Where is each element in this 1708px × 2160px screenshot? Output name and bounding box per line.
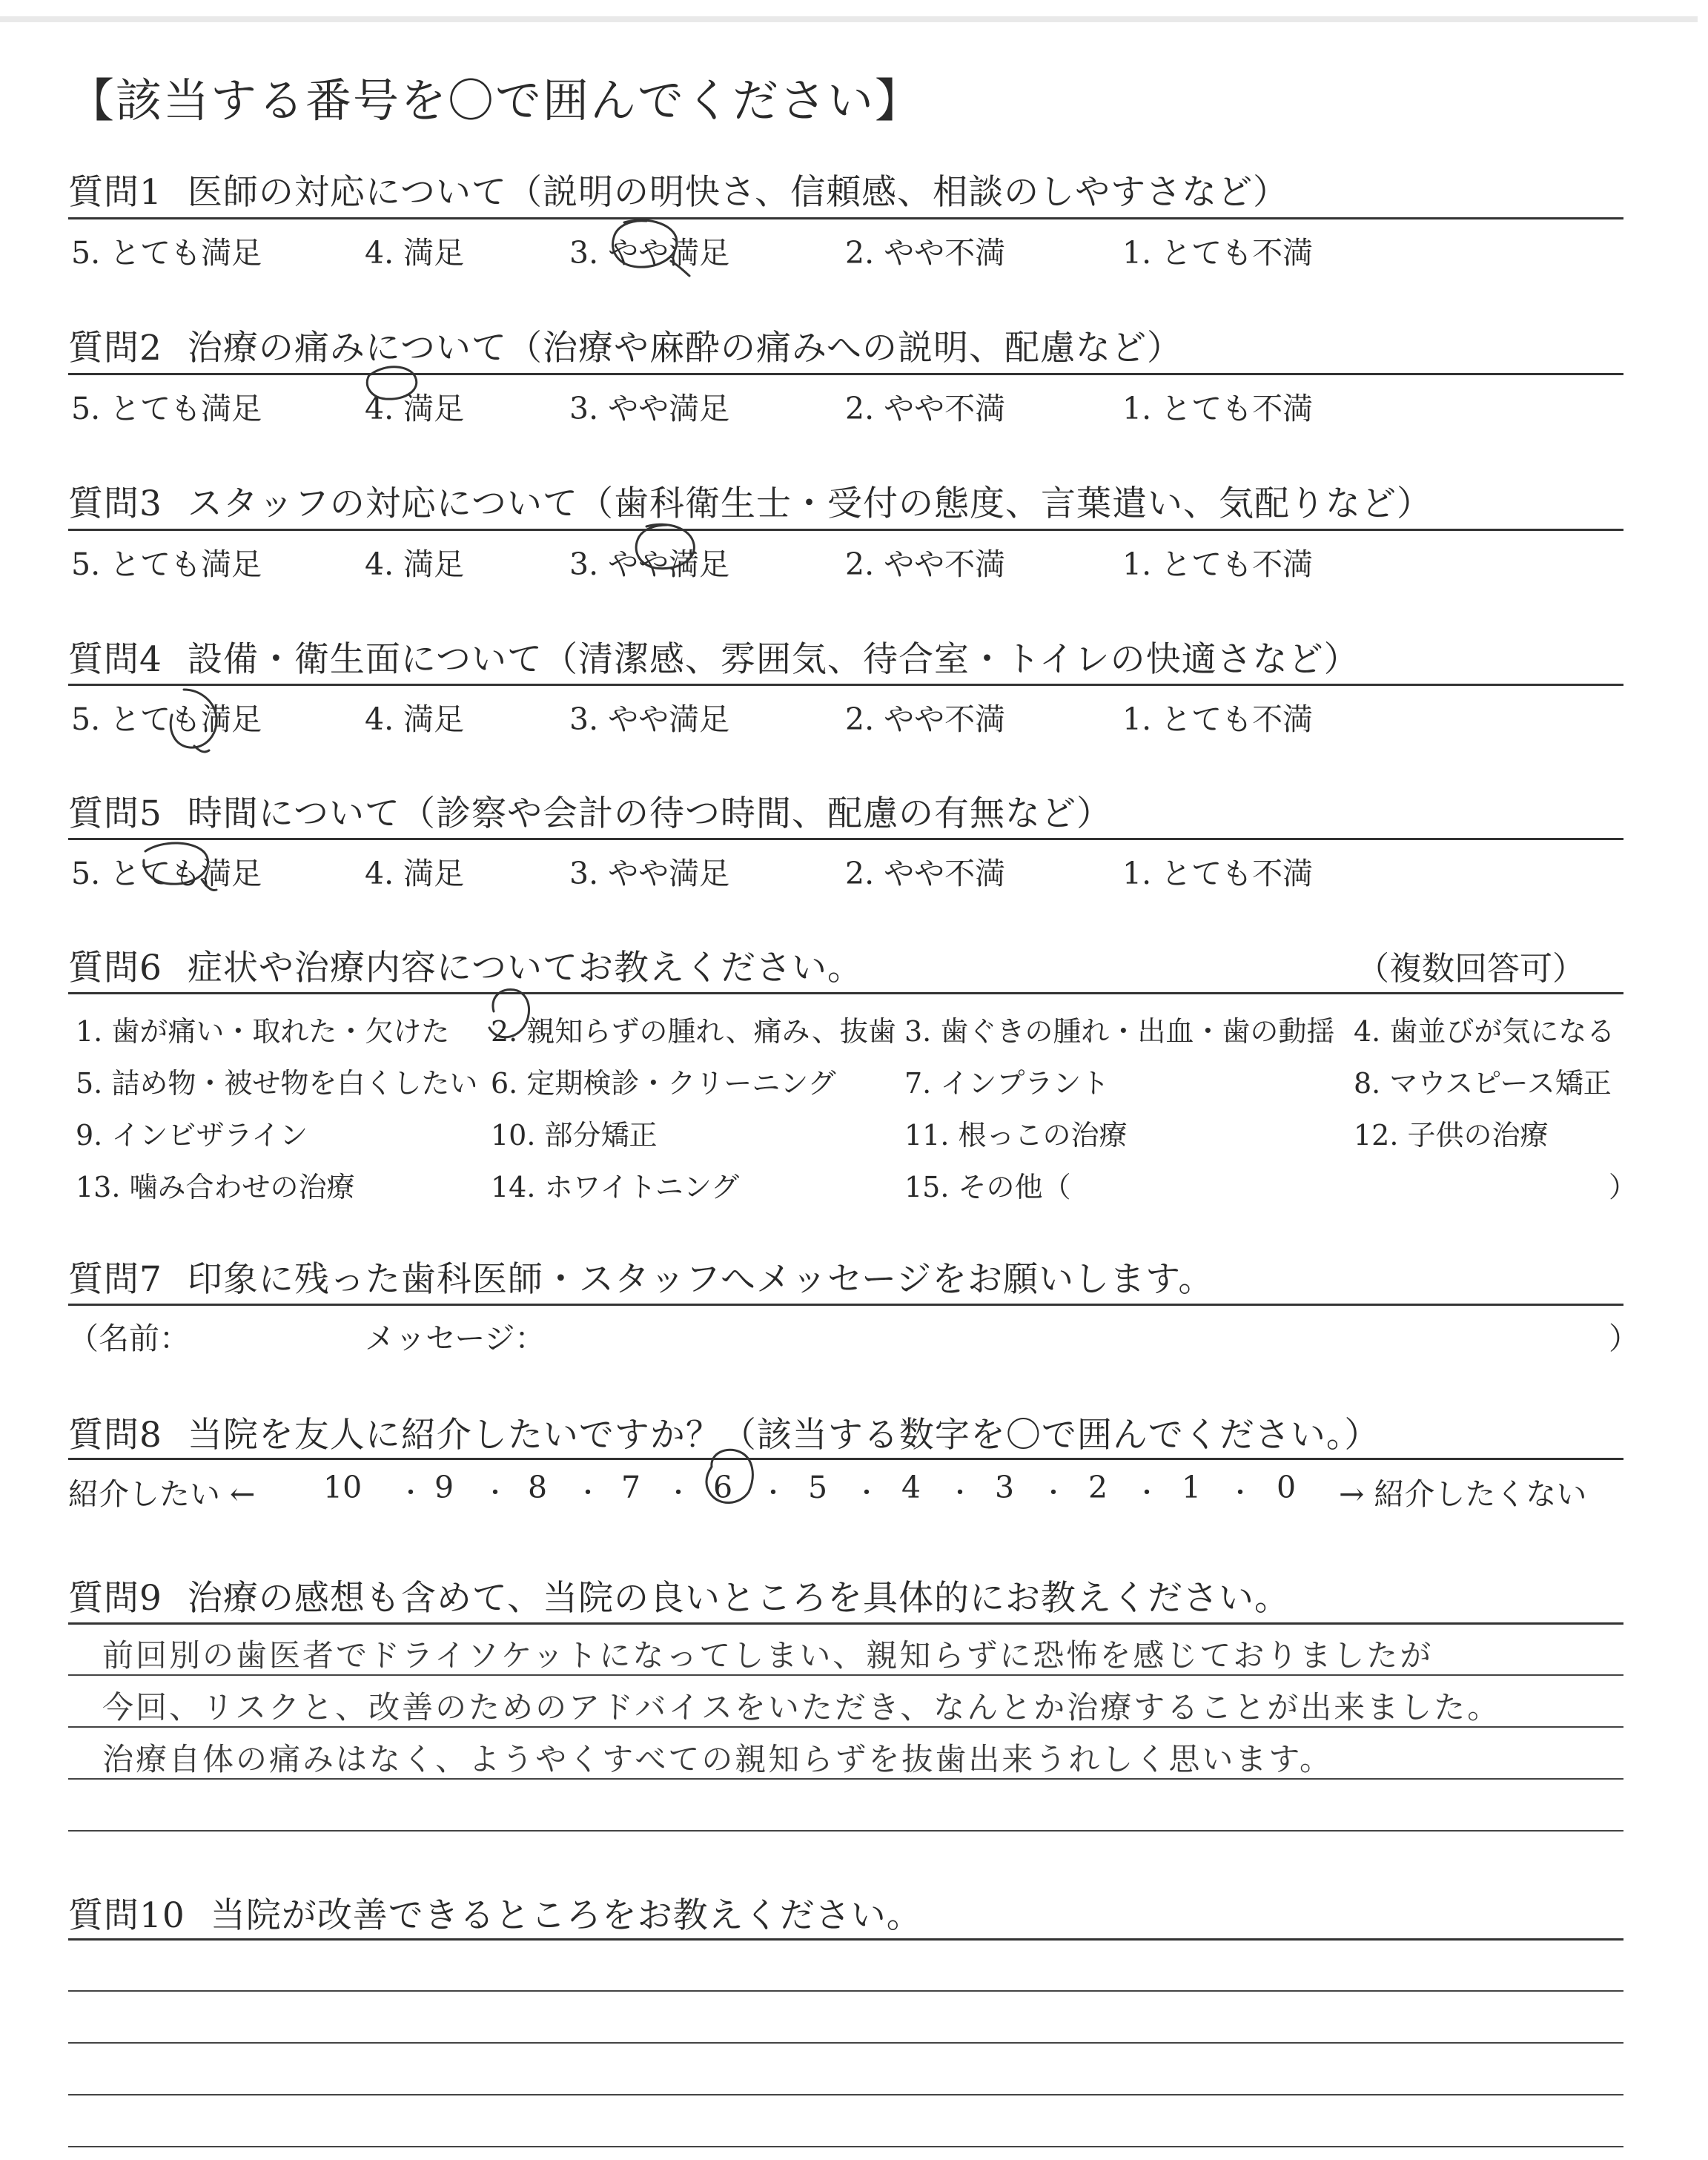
divider xyxy=(68,1304,1623,1306)
scale-separator: ・ xyxy=(1134,1479,1159,1508)
question-text: 治療の感想も含めて、当院の良いところを具体的にお教えください。 xyxy=(187,1578,1290,1619)
answer-line xyxy=(68,2094,1623,2095)
question-text: 当院を友人に紹介したいですか？（該当する数字を〇で囲んでください。） xyxy=(187,1415,1380,1456)
option-1[interactable]: 1. とても不満 xyxy=(1122,235,1314,271)
question-text: 設備・衛生面について（清潔感、雰囲気、待合室・トイレの快適さなど） xyxy=(187,639,1360,680)
scale-separator: ・ xyxy=(1228,1479,1253,1508)
divider xyxy=(68,217,1623,219)
answer-line xyxy=(68,2042,1623,2044)
question-number: 質問6 xyxy=(68,948,162,988)
divider xyxy=(68,838,1623,840)
option-4[interactable]: 4. 満足 xyxy=(365,235,465,271)
divider xyxy=(68,1458,1623,1460)
question-9 xyxy=(68,1571,1290,1620)
scale-number-7[interactable]: 7 xyxy=(621,1470,641,1505)
option-3[interactable]: 3. やや満足 xyxy=(569,701,730,737)
question-8 xyxy=(68,1407,1380,1457)
question-text: 症状や治療内容についてお教えください。 xyxy=(187,948,863,988)
question-5 xyxy=(68,786,1112,836)
symptom-option[interactable]: 5. 詰め物・被せ物を白くしたい xyxy=(76,1067,478,1100)
question-number: 質問10 xyxy=(68,1895,185,1936)
symptom-option[interactable]: 6. 定期検診・クリーニング xyxy=(491,1067,836,1100)
divider xyxy=(68,684,1623,686)
scale-number-6[interactable]: 6 xyxy=(713,1470,733,1505)
scale-number-1[interactable]: 1 xyxy=(1182,1470,1202,1505)
question-number: 質問3 xyxy=(68,483,162,524)
scale-right-label: → 紹介したくない xyxy=(1339,1476,1587,1512)
question-7 xyxy=(68,1252,1214,1301)
divider xyxy=(68,1622,1623,1625)
scale-separator: ・ xyxy=(1041,1479,1066,1508)
answer-line xyxy=(68,1778,1623,1780)
question-text: 治療の痛みについて（治療や麻酔の痛みへの説明、配慮など） xyxy=(187,328,1183,369)
symptom-option[interactable]: 3. 歯ぐきの腫れ・出血・歯の動揺 xyxy=(904,1015,1335,1048)
symptom-option[interactable]: 10. 部分矯正 xyxy=(491,1119,658,1152)
symptom-option[interactable]: 11. 根っこの治療 xyxy=(904,1119,1128,1152)
scale-number-3[interactable]: 3 xyxy=(995,1470,1015,1505)
scale-number-9[interactable]: 9 xyxy=(434,1470,454,1505)
question-number: 質問5 xyxy=(68,793,162,834)
symptom-option[interactable]: 2. 親知らずの腫れ、痛み、抜歯 xyxy=(491,1015,896,1048)
option-2[interactable]: 2. やや不満 xyxy=(845,546,1006,582)
answer-line xyxy=(68,1674,1623,1676)
question-text: スタッフの対応について（歯科衛生士・受付の態度、言葉遣い、気配りなど） xyxy=(187,483,1432,524)
question-text: 当院が改善できるところをお教えください。 xyxy=(210,1895,922,1936)
option-1[interactable]: 1. とても不満 xyxy=(1122,546,1314,582)
scale-number-0[interactable]: 0 xyxy=(1277,1470,1297,1505)
option-5[interactable]: 5. とても満足 xyxy=(71,546,262,582)
multiple-answer-note: （複数回答可） xyxy=(1357,950,1585,988)
divider xyxy=(68,529,1623,531)
scale-separator: ・ xyxy=(666,1479,691,1508)
option-2[interactable]: 2. やや不満 xyxy=(845,701,1006,737)
question-number: 質問1 xyxy=(68,172,162,213)
option-3[interactable]: 3. やや満足 xyxy=(569,856,730,891)
option-4[interactable]: 4. 満足 xyxy=(365,391,465,426)
scale-separator: ・ xyxy=(761,1479,786,1508)
question-text: 時間について（診察や会計の待つ時間、配慮の有無など） xyxy=(187,793,1112,834)
divider xyxy=(68,373,1623,375)
symptom-option[interactable]: 8. マウスピース矯正 xyxy=(1354,1067,1612,1100)
scale-number-10[interactable]: 10 xyxy=(323,1470,363,1505)
page-heading: 【該当する番号を〇で囲んでください】 xyxy=(68,73,923,128)
divider xyxy=(68,992,1623,994)
scale-number-2[interactable]: 2 xyxy=(1088,1470,1108,1505)
answer-line xyxy=(68,1990,1623,1992)
scale-number-5[interactable]: 5 xyxy=(808,1470,828,1505)
question-2 xyxy=(68,320,1182,370)
option-2[interactable]: 2. やや不満 xyxy=(845,235,1006,271)
answer-line xyxy=(68,1726,1623,1728)
question-6 xyxy=(68,940,863,990)
option-5[interactable]: 5. とても満足 xyxy=(71,856,262,891)
option-2[interactable]: 2. やや不満 xyxy=(845,391,1006,426)
option-4[interactable]: 4. 満足 xyxy=(365,701,465,737)
question-number: 質問9 xyxy=(68,1578,162,1619)
question-number: 質問7 xyxy=(68,1259,162,1300)
option-3[interactable]: 3. やや満足 xyxy=(569,391,730,426)
option-4[interactable]: 4. 満足 xyxy=(365,856,465,891)
symptom-option[interactable]: 4. 歯並びが気になる xyxy=(1354,1015,1615,1048)
scale-separator: ・ xyxy=(398,1479,423,1508)
scale-separator: ・ xyxy=(575,1479,600,1508)
question-text: 印象に残った歯科医師・スタッフへメッセージをお願いします。 xyxy=(187,1259,1214,1300)
option-1[interactable]: 1. とても不満 xyxy=(1122,391,1314,426)
option-1[interactable]: 1. とても不満 xyxy=(1122,856,1314,891)
symptom-option[interactable]: 15. その他（ xyxy=(904,1171,1071,1203)
scale-number-4[interactable]: 4 xyxy=(901,1470,921,1505)
question-1 xyxy=(68,165,1288,214)
question-3 xyxy=(68,476,1432,526)
scale-separator: ・ xyxy=(947,1479,973,1508)
message-label: メッセージ： xyxy=(365,1321,546,1356)
option-5[interactable]: 5. とても満足 xyxy=(71,701,262,737)
answer-line xyxy=(68,2146,1623,2147)
scan-edge xyxy=(0,16,1698,22)
symptom-option[interactable]: 12. 子供の治療 xyxy=(1354,1119,1549,1152)
question-number: 質問2 xyxy=(68,328,162,369)
scale-left-label: 紹介したい ← xyxy=(68,1476,256,1512)
question-4 xyxy=(68,632,1360,681)
name-label: （名前： xyxy=(68,1321,190,1356)
question-10 xyxy=(68,1888,922,1938)
option-1[interactable]: 1. とても不満 xyxy=(1122,701,1314,737)
symptom-option[interactable]: 9. インビザライン xyxy=(76,1119,308,1152)
option-5[interactable]: 5. とても満足 xyxy=(71,235,262,271)
question-text: 医師の対応について（説明の明快さ、信頼感、相談のしやすさなど） xyxy=(187,172,1289,213)
option-3[interactable]: 3. やや満足 xyxy=(569,546,730,582)
option-2[interactable]: 2. やや不満 xyxy=(845,856,1006,891)
other-close-paren: ） xyxy=(1609,1171,1638,1203)
handwritten-line-2: 今回、リスクと、改善のためのアドバイスをいただき、なんとか治療することが出来ました。 xyxy=(102,1689,1501,1725)
symptom-option[interactable]: 7. インプラント xyxy=(904,1067,1110,1100)
option-4[interactable]: 4. 満足 xyxy=(365,546,465,582)
option-3[interactable]: 3. やや満足 xyxy=(569,235,730,271)
divider xyxy=(68,1938,1623,1941)
question-number: 質問8 xyxy=(68,1415,162,1456)
handwritten-line-3: 治療自体の痛みはなく、ようやくすべての親知らずを抜歯出来うれしく思います。 xyxy=(102,1741,1333,1777)
scale-separator: ・ xyxy=(854,1479,879,1508)
scale-separator: ・ xyxy=(483,1479,508,1508)
symptom-option[interactable]: 1. 歯が痛い・取れた・欠けた xyxy=(76,1015,450,1048)
option-5[interactable]: 5. とても満足 xyxy=(71,391,262,426)
answer-line xyxy=(68,1830,1623,1832)
symptom-option[interactable]: 14. ホワイトニング xyxy=(491,1171,740,1203)
scale-number-8[interactable]: 8 xyxy=(528,1470,548,1505)
message-close-paren: ） xyxy=(1609,1321,1639,1356)
handwritten-line-1: 前回別の歯医者でドライソケットになってしまい、親知らずに恐怖を感じておりましたが xyxy=(102,1637,1434,1674)
question-number: 質問4 xyxy=(68,639,162,680)
symptom-option[interactable]: 13. 噛み合わせの治療 xyxy=(76,1171,355,1203)
